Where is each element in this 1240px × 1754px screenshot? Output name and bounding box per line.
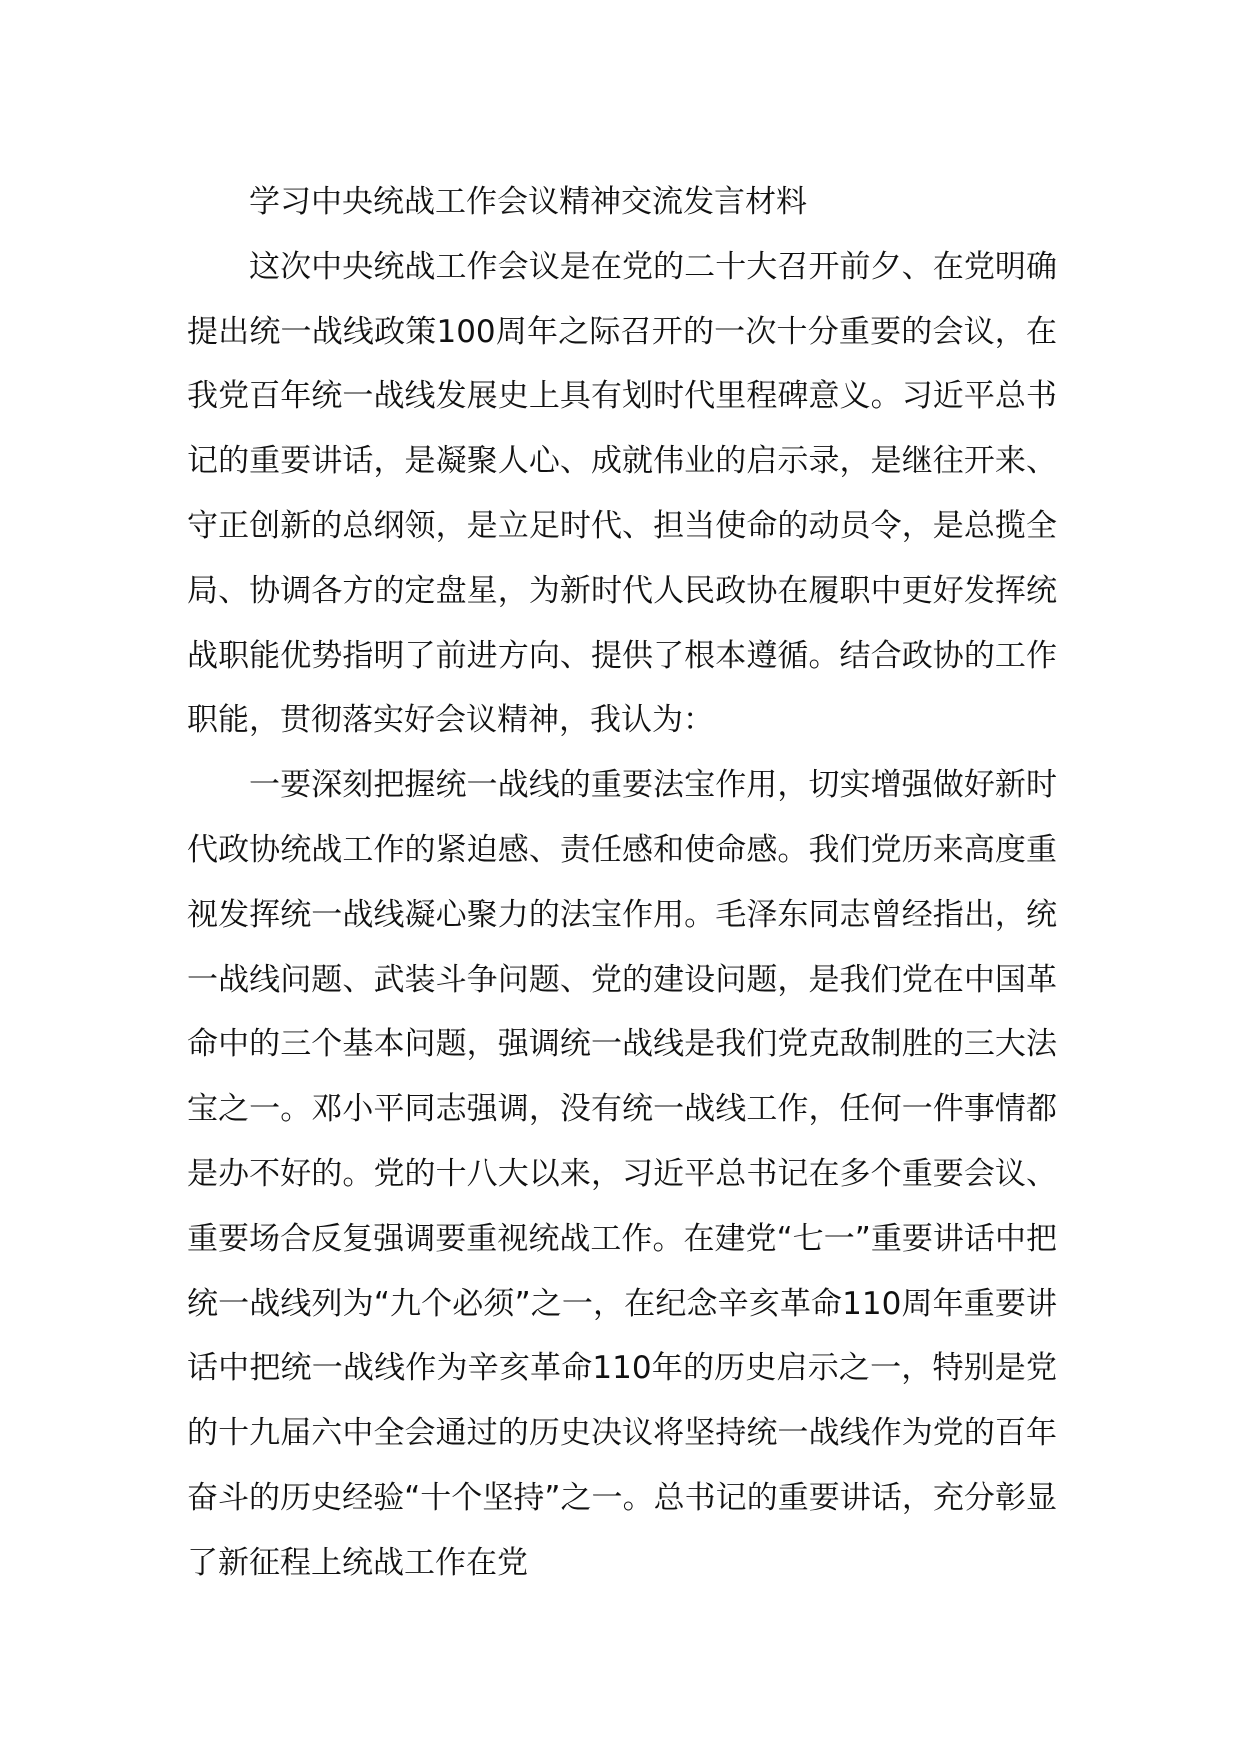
- document-title: 学习中央统战工作会议精神交流发言材料: [249, 184, 807, 220]
- document-body: [187, 170, 1057, 1596]
- paragraph-intro: 这次中央统战工作会议是在党的二十大召开前夕、在党明确提出统一战线政策100周年之际召开的一次十分重要的会议，在我党百年统一战线发展史上具有划时代里程碑意义。习近平总书记的重要讲话，是凝聚人心、成就伟业的启示录，是继往开来、守正创新的总纲领，是立足时代、担当使命的动员令，是总揽全局、协调各方的定盘星，为新时代人民政协在履职中更好发挥统战职能优势指明了前进方向、提供了根本遵循。结合政协的工作职能，贯彻落实好会议精神，我认为：: [187, 248, 1057, 739]
- paragraph-point-one: 一要深刻把握统一战线的重要法宝作用，切实增强做好新时代政协统战工作的紧迫感、责任感和使命感。我们党历来高度重视发挥统一战线凝心聚力的法宝作用。毛泽东同志曾经指出，统一战线问题、武装斗争问题、党的建设问题，是我们党在中国革命中的三个基本问题，强调统一战线是我们党克敌制胜的三大法宝之一。邓小平同志强调，没有统一战线工作，任何一件事情都是办不好的。党的十八大以来，习近平总书记在多个重要会议、重要场合反复强调要重视统战工作。在建党“七一”重要讲话中把统一战线列为“九个必须”之一，在纪念辛亥革命110周年重要讲话中把统一战线作为辛亥革命110年的历史启示之一，特别是党的十九届六中全会通过的历史决议将坚持统一战线作为党的百年奋斗的历史经验“十个坚持”之一。总书记的重要讲话，充分彰显了新征程上统战工作在党: [187, 767, 1057, 1581]
